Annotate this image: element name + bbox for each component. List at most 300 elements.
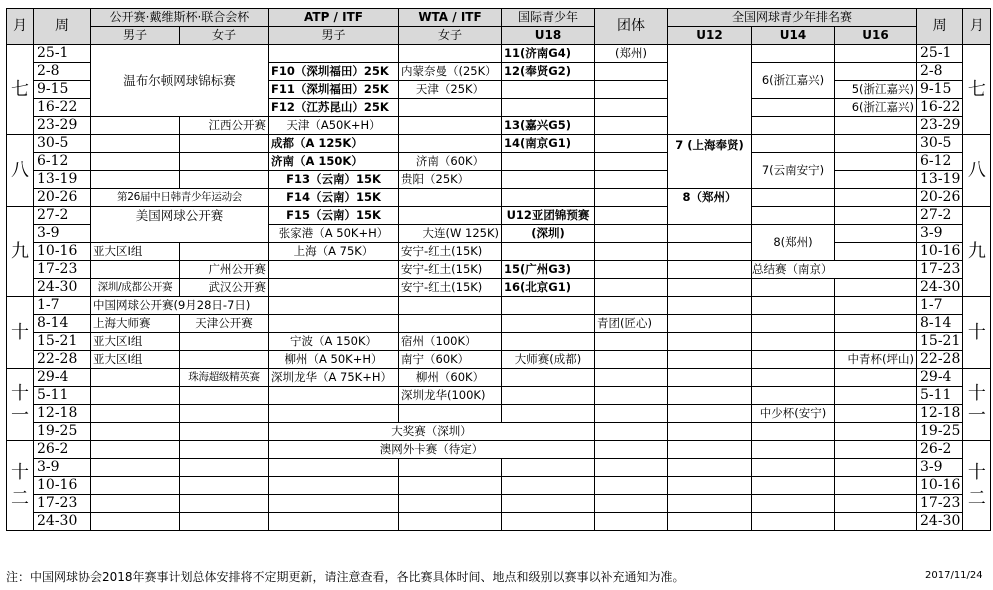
event-cell [595,225,668,243]
event-cell: F12（江苏昆山）25K [269,99,399,117]
event-cell [269,45,399,63]
event-cell [835,441,917,459]
week-cell: 13-19 [917,171,963,189]
week-cell: 1-7 [917,297,963,315]
event-cell [668,387,752,405]
week-cell: 17-23 [917,261,963,279]
event-cell [595,243,668,261]
month-cell: 十 [963,297,991,369]
header-gs-women: 女子 [180,27,269,45]
event-cell [752,441,835,459]
week-cell: 23-29 [34,117,91,135]
week-cell: 6-12 [34,153,91,171]
event-cell: 上海（A 75K） [269,243,399,261]
month-cell: 十 [7,297,34,369]
event-cell [835,45,917,63]
event-cell: 亚大区Ⅰ组 [91,243,180,261]
event-cell: 张家港（A 50K+H） [269,225,399,243]
event-cell [502,243,595,261]
event-cell [595,513,668,531]
table-row [7,441,991,459]
week-cell: 19-25 [917,423,963,441]
week-cell: 8-14 [34,315,91,333]
event-cell [269,459,399,477]
event-cell [595,333,668,351]
event-cell [502,477,595,495]
event-cell: 济南（60K） [399,153,502,171]
event-cell [835,315,917,333]
event-cell: 安宁-红土(15K) [399,243,502,261]
event-cell [752,189,835,207]
event-cell [595,153,668,171]
week-cell: 12-18 [34,405,91,423]
event-cell: 贵阳（25K） [399,171,502,189]
event-cell [180,351,269,369]
event-cell [595,81,668,99]
week-cell: 24-30 [917,279,963,297]
event-cell [91,477,180,495]
month-cell [963,441,991,531]
event-cell [595,297,668,315]
table-row [7,171,991,189]
week-cell: 2-8 [917,63,963,81]
event-cell: 天津（A50K+H） [269,117,399,135]
event-cell: 美国网球公开赛 [91,207,269,243]
table-row [7,207,991,225]
event-cell [502,405,595,423]
week-cell: 19-25 [34,423,91,441]
event-cell: 深圳龙华（A 75K+H） [269,369,399,387]
event-cell [835,387,917,405]
event-cell [269,297,399,315]
event-cell: 济南（A 150K） [269,153,399,171]
week-cell: 17-23 [917,495,963,513]
week-cell: 22-28 [917,351,963,369]
month-cell: 七 [963,45,991,135]
event-cell [595,207,668,225]
event-cell [668,405,752,423]
table-row [7,243,991,261]
week-cell: 23-29 [917,117,963,135]
month-char: 一 [967,404,986,426]
week-cell: 3-9 [34,225,91,243]
event-cell [399,135,502,153]
event-cell: (郑州) [595,45,668,63]
event-cell [752,495,835,513]
event-cell [595,441,668,459]
event-cell: 天津公开赛 [180,315,269,333]
header-grand-slam: 公开赛·戴维斯杯·联合会杯 [91,9,269,27]
event-cell [399,495,502,513]
week-cell: 3-9 [34,459,91,477]
week-cell: 16-22 [917,99,963,117]
table-row [7,45,991,63]
event-cell [91,369,180,387]
event-cell [835,477,917,495]
week-cell: 24-30 [34,279,91,297]
event-cell [835,243,917,261]
event-cell: F10（深圳福田）25K [269,63,399,81]
week-cell: 13-19 [34,171,91,189]
event-cell [269,513,399,531]
event-cell [399,99,502,117]
week-cell: 24-30 [34,513,91,531]
month-cell: 九 [963,207,991,297]
event-cell [668,225,752,243]
event-cell [399,405,502,423]
event-cell [835,405,917,423]
event-cell [269,261,399,279]
month-cell [7,441,34,531]
month-cell: 八 [963,135,991,207]
event-cell [180,387,269,405]
event-cell: 安宁-红土(15K) [399,261,502,279]
event-cell [835,135,917,153]
event-cell [269,405,399,423]
month-char: 二 [967,487,986,509]
event-cell [835,207,917,225]
event-cell: 中国网球公开赛(9月28日-7日) [91,297,269,315]
week-cell: 25-1 [917,45,963,63]
week-cell: 5-11 [917,387,963,405]
event-cell [752,45,835,63]
table-row [7,135,991,153]
event-cell [269,387,399,405]
week-cell: 20-26 [34,189,91,207]
table-row [7,189,991,207]
week-cell: 27-2 [917,207,963,225]
event-cell: 总结赛（南京） [752,261,917,279]
event-cell [91,459,180,477]
event-cell [91,387,180,405]
month-char: 二 [11,487,29,509]
footer-note: 注：中国网球协会2018年赛事计划总体安排将不定期更新，请注意查看，各比赛具体时间、地点和级别以赛事以补充通知为准。 [6,570,685,584]
event-cell: 16(北京G1) [502,279,595,297]
event-cell [752,333,835,351]
event-cell: 5(浙江嘉兴) [835,81,917,99]
table-row [7,117,991,135]
event-cell [91,153,180,171]
table-row [7,333,991,351]
event-cell: 大师赛(成都) [502,351,595,369]
event-cell [502,459,595,477]
header-atp: ATP / ITF [269,9,399,27]
event-cell [835,189,917,207]
event-cell: (深圳) [502,225,595,243]
table-row [7,315,991,333]
event-cell: 7(云南安宁) [752,153,835,189]
event-cell [91,405,180,423]
event-cell [91,135,180,153]
event-cell [180,243,269,261]
table-row [7,153,991,171]
month-char: 十 [11,461,29,483]
month-char: 十 [967,382,986,404]
week-cell: 30-5 [917,135,963,153]
event-cell [835,333,917,351]
event-cell [668,297,752,315]
week-cell: 17-23 [34,261,91,279]
event-cell [502,171,595,189]
week-cell: 1-7 [34,297,91,315]
week-cell: 2-8 [34,63,91,81]
header-month: 月 [7,9,34,45]
event-cell: 青团(匠心) [595,315,668,333]
event-cell [180,495,269,513]
header-row-2 [7,27,991,45]
event-cell [399,513,502,531]
event-cell [668,495,752,513]
event-cell: 天津（25K） [399,81,502,99]
event-cell: 南宁（60K） [399,351,502,369]
header-week: 周 [34,9,91,45]
event-cell [502,81,595,99]
event-cell: 11(济南G4) [502,45,595,63]
event-cell: F11（深圳福田）25K [269,81,399,99]
header-junior: 国际青少年 [502,9,595,27]
event-cell [752,135,835,153]
week-cell: 10-16 [34,477,91,495]
week-cell: 22-28 [34,351,91,369]
event-cell [595,117,668,135]
header-wta-women: 女子 [399,27,502,45]
table-row [7,477,991,495]
event-cell [502,495,595,513]
event-cell [180,333,269,351]
event-cell [399,315,502,333]
event-cell [752,207,835,225]
event-cell: 6(浙江嘉兴) [752,63,835,99]
event-cell [595,171,668,189]
event-cell: 第26届中日韩青少年运动会 [91,189,269,207]
table-row [7,297,991,315]
event-cell [668,459,752,477]
week-cell: 26-2 [917,441,963,459]
event-cell: 温布尔顿网球锦标赛 [91,45,269,117]
week-cell: 10-16 [34,243,91,261]
event-cell: 8（郑州） [668,189,752,225]
event-cell [269,477,399,495]
event-cell: 大奖赛（深圳） [269,423,595,441]
month-cell: 七 [7,45,34,135]
month-char: 十 [11,382,29,404]
event-cell: 14(南京G1) [502,135,595,153]
event-cell: 中少杯(安宁) [752,405,835,423]
event-cell: 柳州（60K） [399,369,502,387]
event-cell: 大连(W 125K) [399,225,502,243]
event-cell [91,513,180,531]
header-u14: U14 [752,27,835,45]
month-cell [963,369,991,441]
event-cell [668,279,752,297]
month-cell [7,369,34,441]
event-cell [91,117,180,135]
event-cell [595,495,668,513]
week-cell: 8-14 [917,315,963,333]
event-cell: 亚大区Ⅰ组 [91,333,180,351]
event-cell [668,351,752,369]
event-cell: U12亚团锦预赛 [502,207,595,225]
event-cell [668,477,752,495]
table-row [7,261,991,279]
event-cell: 宿州（100K） [399,333,502,351]
event-cell [269,279,399,297]
event-cell [668,333,752,351]
event-cell [835,495,917,513]
week-cell: 26-2 [34,441,91,459]
table-row [7,513,991,531]
event-cell [835,513,917,531]
table-row [7,423,991,441]
event-cell [668,369,752,387]
event-cell: 深圳龙华(100K) [399,387,502,405]
event-cell [595,99,668,117]
week-cell: 15-21 [34,333,91,351]
header-wta: WTA / ITF [399,9,502,27]
event-cell [180,171,269,189]
event-cell [180,153,269,171]
event-cell [668,45,752,135]
event-cell: F13（云南）15K [269,171,399,189]
event-cell: 安宁-红土(15K) [399,279,502,297]
event-cell: 江西公开赛 [180,117,269,135]
event-cell [668,441,752,459]
event-cell [595,351,668,369]
event-cell [502,513,595,531]
event-cell: 8(郑州) [752,225,835,261]
event-cell [668,243,752,261]
event-cell: 6(浙江嘉兴) [835,99,917,117]
event-cell [595,261,668,279]
header-u16: U16 [835,27,917,45]
event-cell [399,459,502,477]
event-cell: 澳网外卡赛（待定） [269,441,595,459]
event-cell [752,513,835,531]
event-cell: F14（云南）15K [269,189,399,207]
table-row [7,279,991,297]
event-cell [91,171,180,189]
table-row [7,459,991,477]
event-cell [595,135,668,153]
month-cell: 八 [7,135,34,207]
week-cell: 25-1 [34,45,91,63]
week-cell: 6-12 [917,153,963,171]
event-cell [752,369,835,387]
week-cell: 24-30 [917,513,963,531]
event-cell [668,315,752,333]
table-row [7,369,991,387]
event-cell [835,171,917,189]
event-cell [502,99,595,117]
event-cell [269,495,399,513]
event-cell [91,261,180,279]
week-cell: 29-4 [34,369,91,387]
event-cell [595,477,668,495]
header-row-1 [7,9,991,27]
event-cell [595,189,668,207]
week-cell: 20-26 [917,189,963,207]
event-cell: 成都（A 125K） [269,135,399,153]
header-national: 全国网球青少年排名赛 [668,9,917,27]
event-cell: 上海大师赛 [91,315,180,333]
event-cell: 柳州（A 50K+H） [269,351,399,369]
event-cell [752,459,835,477]
event-cell: 珠海超级精英赛 [180,369,269,387]
event-cell [399,189,502,207]
event-cell [595,63,668,81]
footer-date: 2017/11/24 [925,570,983,581]
week-cell: 16-22 [34,99,91,117]
event-cell [180,423,269,441]
event-cell [180,459,269,477]
week-cell: 30-5 [34,135,91,153]
event-cell [180,135,269,153]
event-cell [835,117,917,135]
week-cell: 9-15 [917,81,963,99]
event-cell [752,351,835,369]
header-atp-men: 男子 [269,27,399,45]
event-cell [502,387,595,405]
event-cell: 内蒙奈曼（(25K） [399,63,502,81]
event-cell [835,153,917,171]
week-cell: 15-21 [917,333,963,351]
event-cell [399,207,502,225]
event-cell [180,477,269,495]
week-cell: 3-9 [917,225,963,243]
week-cell: 10-16 [917,243,963,261]
week-cell: 12-18 [917,405,963,423]
event-cell [399,477,502,495]
event-cell [835,369,917,387]
event-cell [752,279,835,297]
event-cell [668,423,752,441]
event-cell [752,117,835,135]
event-cell [399,117,502,135]
event-cell: 7 (上海奉贤) [668,135,752,189]
header-gs-men: 男子 [91,27,180,45]
week-cell: 3-9 [917,459,963,477]
event-cell [752,315,835,333]
event-cell [752,477,835,495]
event-cell: 13(嘉兴G5) [502,117,595,135]
week-cell: 29-4 [917,369,963,387]
month-cell: 九 [7,207,34,297]
event-cell [269,315,399,333]
event-cell [502,315,595,333]
event-cell [91,495,180,513]
event-cell [502,369,595,387]
event-cell [595,279,668,297]
event-cell [502,153,595,171]
header-week-right: 周 [917,9,963,45]
header-month-right: 月 [963,9,991,45]
event-cell [835,225,917,243]
table-row [7,387,991,405]
event-cell [595,405,668,423]
event-cell [668,513,752,531]
event-cell [399,297,502,315]
event-cell [502,297,595,315]
table-row [7,351,991,369]
event-cell [835,297,917,315]
event-cell [835,279,917,297]
table-row [7,405,991,423]
table-row [7,495,991,513]
schedule-table [6,8,991,531]
event-cell [502,189,595,207]
event-cell [180,405,269,423]
event-cell [835,423,917,441]
